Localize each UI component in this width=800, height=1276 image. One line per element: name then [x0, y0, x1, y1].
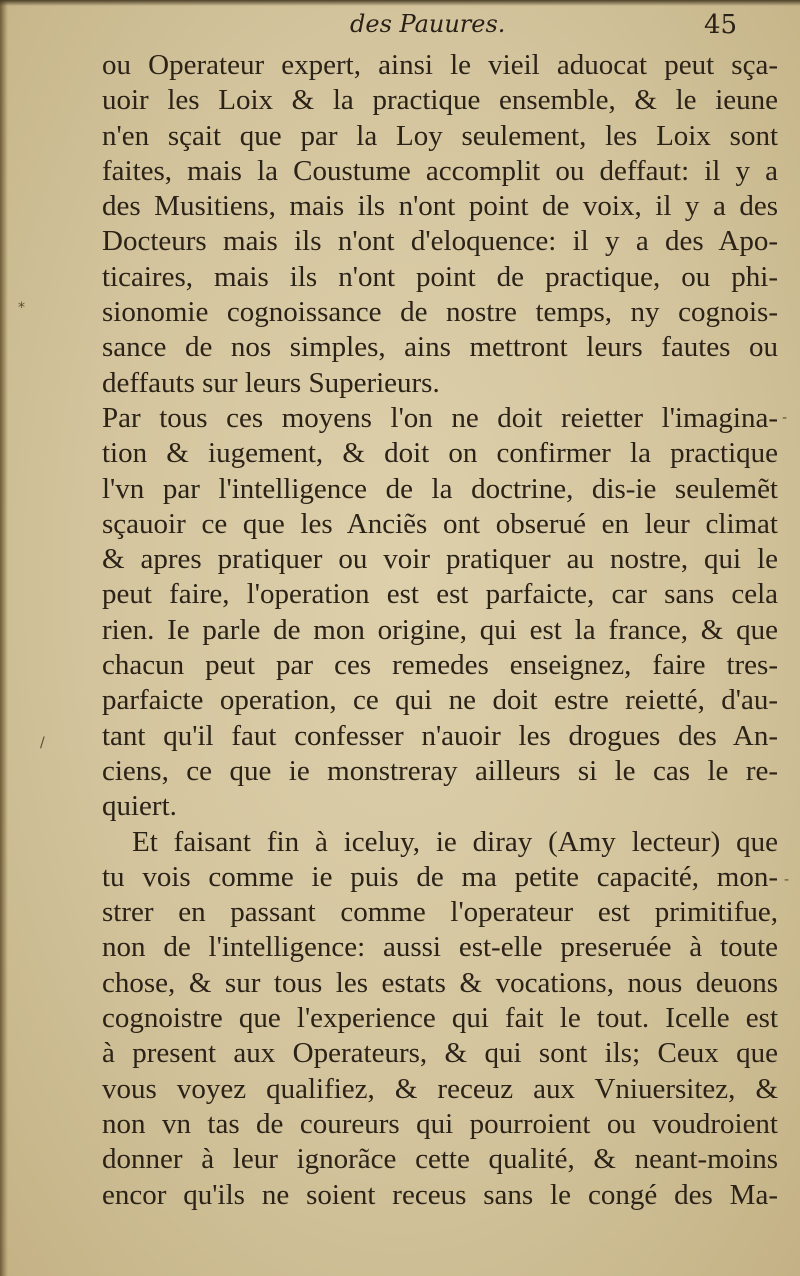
text-line: tant qu'il faut confesser n'auoir les drogues des An-: [102, 719, 778, 752]
text-line: sance de nos simples, ains mettront leurs fautes ou: [102, 331, 778, 364]
margin-mark: /: [40, 735, 45, 751]
text-line: chacun peut par ces remedes enseignez, faire tres-: [102, 649, 778, 682]
margin-mark: *: [18, 300, 25, 316]
text-line: Et faisant fin à iceluy, ie diray (Amy lecteur) que: [132, 825, 778, 858]
text-line: vous voyez qualifiez, & receuz aux Vniuersitez, &: [102, 1072, 778, 1105]
page-header: [0, 8, 800, 48]
text-line: ou Operateur expert, ainsi le vieil aduocat peut sça-: [102, 49, 778, 81]
text-line: n'en sçait que par la Loy seulement, les Loix sont: [102, 119, 778, 152]
text-line: encor qu'ils ne soient receus sans le congé des Ma-: [102, 1178, 778, 1211]
page-top-edge: [0, 0, 800, 6]
text-line: Docteurs mais ils n'ont d'eloquence: il y a des Apo-: [102, 225, 778, 258]
text-line: & apres pratiquer ou voir pratiquer au nostre, qui le: [102, 543, 778, 576]
page-number: 45: [704, 10, 738, 40]
text-line: donner à leur ignorãce cette qualité, & neant-moins: [102, 1143, 778, 1176]
running-title: des Pauures.: [350, 10, 506, 38]
text-line: Par tous ces moyens l'on ne doit reietter l'imagina-: [102, 401, 778, 434]
text-line: sionomie cognoissance de nostre temps, ny cognois-: [102, 296, 778, 329]
text-line: chose, & sur tous les estats & vocations, nous deuons: [102, 966, 778, 999]
margin-mark: -: [784, 872, 790, 888]
text-line: faites, mais la Coustume accomplit ou deffaut: il y a: [102, 154, 778, 187]
text-line: rien. Ie parle de mon origine, qui est la france, & que: [102, 613, 778, 646]
text-line: tu vois comme ie puis de ma petite capacité, mon-: [102, 860, 778, 893]
text-line: deffauts sur leurs Superieurs.: [102, 366, 440, 399]
text-line: non vn tas de coureurs qui pourroient ou voudroient: [102, 1107, 778, 1140]
body-text: [102, 48, 778, 1213]
text-line: strer en passant comme l'operateur est primitifue,: [102, 896, 778, 929]
text-line: tion & iugement, & doit on confirmer la practique: [102, 437, 778, 470]
text-line: peut faire, l'operation est est parfaicte, car sans cela: [102, 578, 778, 611]
page-gutter-shadow: [0, 0, 8, 1276]
text-line: ticaires, mais ils n'ont point de practique, ou phi-: [102, 260, 778, 293]
text-line: non de l'intelligence: aussi est-elle preseruée à toute: [102, 931, 778, 964]
text-line: ciens, ce que ie monstreray ailleurs si le cas le re-: [102, 754, 778, 787]
text-line: des Musitiens, mais ils n'ont point de voix, il y a des: [102, 190, 778, 223]
text-line: parfaicte operation, ce qui ne doit estre reietté, d'au-: [102, 684, 778, 717]
margin-mark: -: [782, 410, 788, 426]
text-line: sçauoir ce que les Anciẽs ont obserué en leur climat: [102, 507, 778, 540]
text-line: cognoistre que l'experience qui fait le tout. Icelle est: [102, 1002, 778, 1035]
text-line: uoir les Loix & la practique ensemble, & le ieune: [102, 84, 778, 117]
text-line: quiert.: [102, 790, 177, 823]
text-line: à present aux Operateurs, & qui sont ils; Ceux que: [102, 1037, 778, 1070]
text-line: l'vn par l'intelligence de la doctrine, dis-ie seulemẽt: [102, 472, 778, 505]
